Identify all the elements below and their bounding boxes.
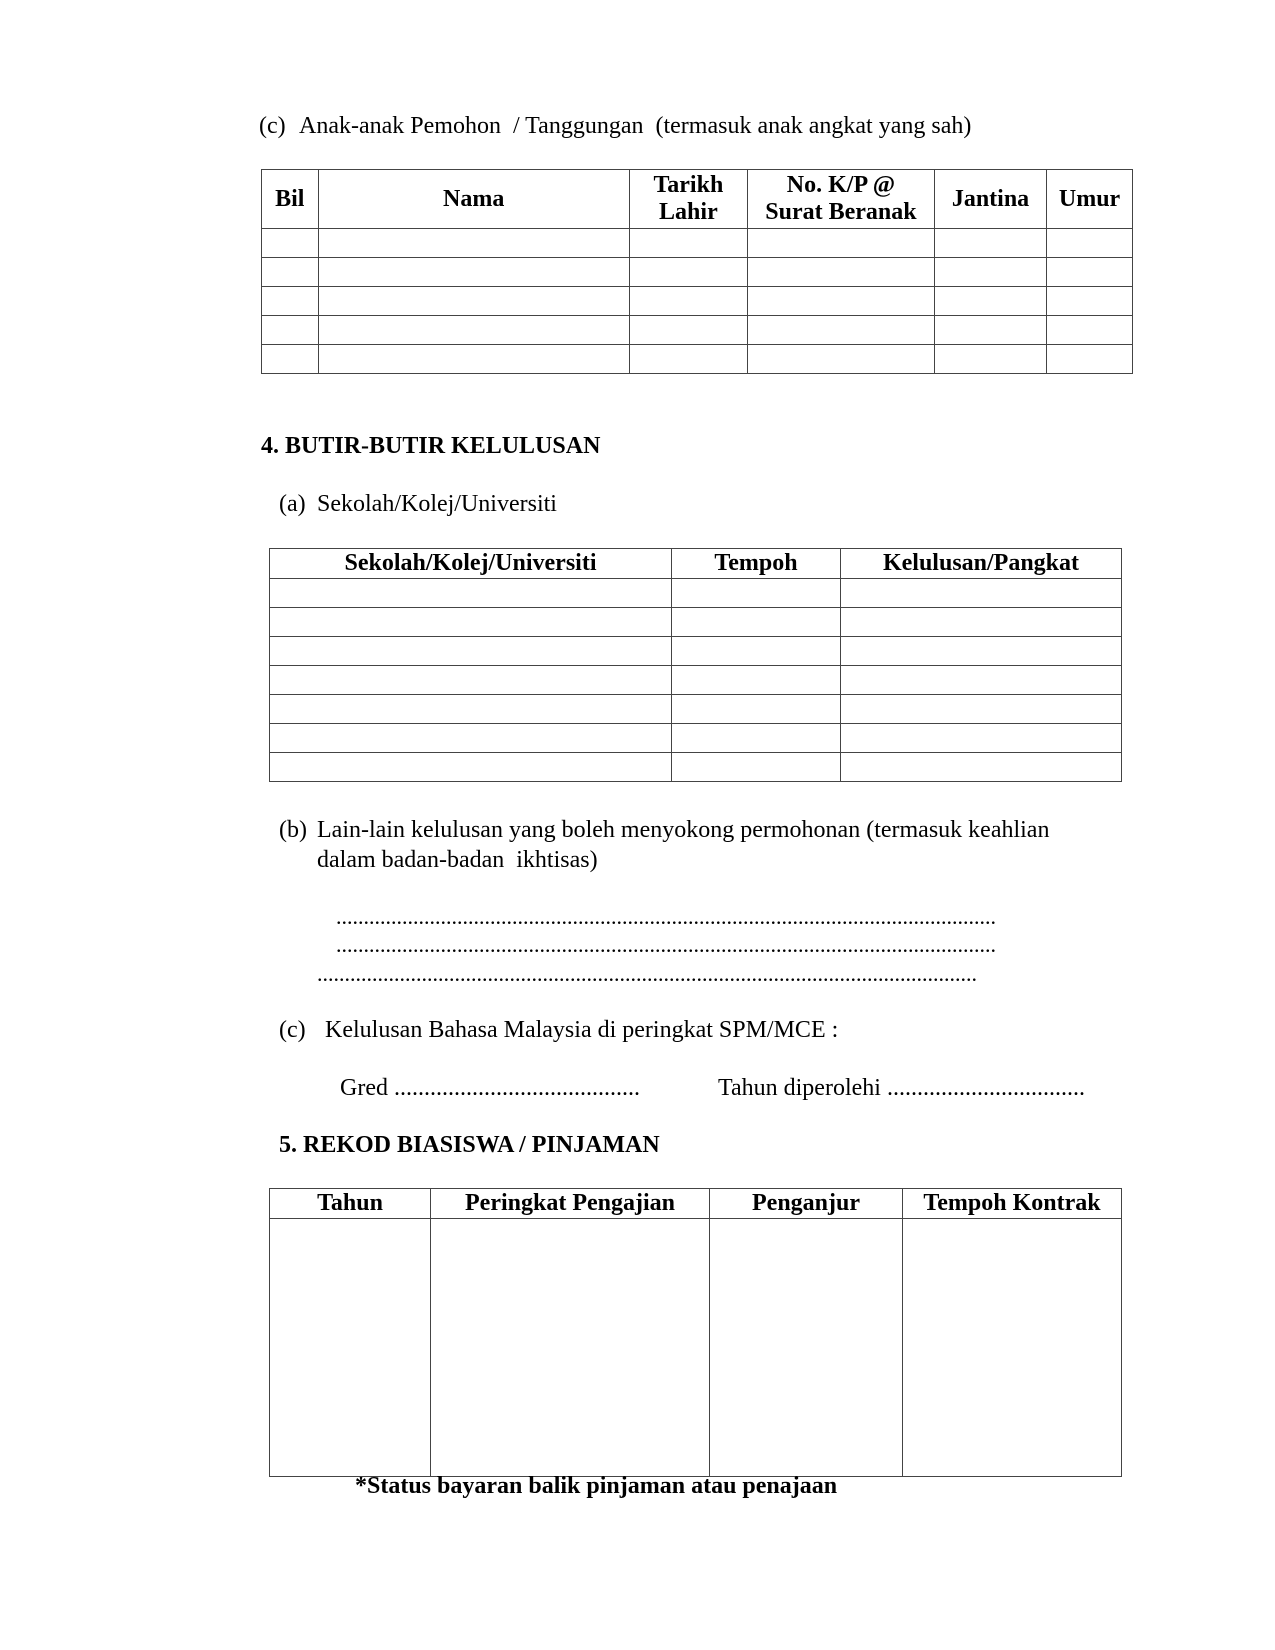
repayment-status-note: *Status bayaran balik pinjaman atau penajaan xyxy=(355,1473,838,1499)
table-cell[interactable] xyxy=(270,724,672,753)
section-5-heading: 5. REKOD BIASISWA / PINJAMAN xyxy=(279,1132,660,1158)
table-cell[interactable] xyxy=(748,258,935,287)
table-cell[interactable] xyxy=(672,579,841,608)
scholarship-table xyxy=(269,1188,1122,1477)
section-3c-title: Anak-anak Pemohon / Tanggungan (termasuk anak angkat yang sah) xyxy=(299,113,972,139)
table-cell[interactable] xyxy=(748,345,935,374)
col-header-tahun: Tahun xyxy=(270,1189,431,1219)
table-cell[interactable] xyxy=(934,287,1046,316)
table-row xyxy=(262,345,1133,374)
dotted-answer-line-3[interactable]: ........................................................................................................................ xyxy=(317,961,977,986)
col-header-peringkat: Peringkat Pengajian xyxy=(431,1189,710,1219)
table-cell[interactable] xyxy=(841,579,1122,608)
table-cell[interactable] xyxy=(748,287,935,316)
year-obtained-field[interactable]: Tahun diperolehi ................................. xyxy=(718,1075,1085,1101)
table-row xyxy=(262,258,1133,287)
table-cell[interactable] xyxy=(672,666,841,695)
col-header-tempoh-kontrak: Tempoh Kontrak xyxy=(903,1189,1122,1219)
table-cell[interactable] xyxy=(841,753,1122,782)
table-cell[interactable] xyxy=(748,229,935,258)
table-cell[interactable] xyxy=(270,637,672,666)
table-cell[interactable] xyxy=(748,316,935,345)
table-cell[interactable] xyxy=(1047,287,1133,316)
table-cell[interactable] xyxy=(270,666,672,695)
table-cell[interactable] xyxy=(318,345,629,374)
table-cell[interactable] xyxy=(270,579,672,608)
table-cell[interactable] xyxy=(672,637,841,666)
table-cell[interactable] xyxy=(262,229,319,258)
table-cell[interactable] xyxy=(934,258,1046,287)
table-cell[interactable] xyxy=(672,753,841,782)
table-cell[interactable] xyxy=(318,316,629,345)
table-cell[interactable] xyxy=(841,637,1122,666)
table-cell[interactable] xyxy=(270,608,672,637)
dotted-answer-line-1[interactable]: ........................................................................................................................ xyxy=(336,904,996,929)
table-cell[interactable] xyxy=(629,316,747,345)
table-cell[interactable] xyxy=(672,724,841,753)
section-4-heading: 4. BUTIR-BUTIR KELULUSAN xyxy=(261,433,601,459)
section-4b-line2: dalam badan-badan ikhtisas) xyxy=(317,847,598,873)
table-header-row xyxy=(262,170,1133,229)
col-header-umur: Umur xyxy=(1047,170,1133,229)
section-3c-label: (c) xyxy=(259,113,286,139)
table-cell[interactable] xyxy=(934,316,1046,345)
col-header-nama: Nama xyxy=(318,170,629,229)
section-4b-label: (b) xyxy=(279,817,307,843)
table-cell[interactable] xyxy=(841,666,1122,695)
table-cell[interactable] xyxy=(262,345,319,374)
children-table xyxy=(261,169,1133,374)
schools-table xyxy=(269,548,1122,782)
table-cell[interactable] xyxy=(1047,258,1133,287)
col-header-bil: Bil xyxy=(262,170,319,229)
table-cell[interactable] xyxy=(1047,229,1133,258)
table-header-row xyxy=(270,1189,1122,1219)
table-cell[interactable] xyxy=(1047,345,1133,374)
table-cell[interactable] xyxy=(318,287,629,316)
table-cell[interactable] xyxy=(841,695,1122,724)
table-cell[interactable] xyxy=(270,1219,431,1477)
table-row xyxy=(270,753,1122,782)
table-cell[interactable] xyxy=(262,258,319,287)
section-4a-title: Sekolah/Kolej/Universiti xyxy=(317,491,557,517)
table-row xyxy=(262,229,1133,258)
dotted-answer-line-2[interactable]: ........................................................................................................................ xyxy=(336,932,996,957)
table-cell[interactable] xyxy=(629,345,747,374)
table-row xyxy=(270,608,1122,637)
table-cell[interactable] xyxy=(672,608,841,637)
table-cell[interactable] xyxy=(629,229,747,258)
table-cell[interactable] xyxy=(934,229,1046,258)
grade-field[interactable]: Gred ......................................... xyxy=(340,1075,640,1101)
col-header-penganjur: Penganjur xyxy=(710,1189,903,1219)
table-cell[interactable] xyxy=(318,229,629,258)
table-row xyxy=(270,1219,1122,1477)
table-cell[interactable] xyxy=(841,724,1122,753)
table-cell[interactable] xyxy=(841,608,1122,637)
table-row xyxy=(270,637,1122,666)
table-cell[interactable] xyxy=(903,1219,1122,1477)
table-row xyxy=(270,666,1122,695)
col-header-no-kp: No. K/P @ Surat Beranak xyxy=(748,170,935,229)
col-header-tempoh: Tempoh xyxy=(672,549,841,579)
table-cell[interactable] xyxy=(629,258,747,287)
section-4a-label: (a) xyxy=(279,491,306,517)
table-cell[interactable] xyxy=(1047,316,1133,345)
table-row xyxy=(270,695,1122,724)
table-cell[interactable] xyxy=(270,695,672,724)
section-4c-label: (c) xyxy=(279,1017,306,1043)
table-cell[interactable] xyxy=(629,287,747,316)
table-cell[interactable] xyxy=(934,345,1046,374)
table-row xyxy=(270,724,1122,753)
table-row xyxy=(262,316,1133,345)
section-4c-title: Kelulusan Bahasa Malaysia di peringkat SPM/MCE : xyxy=(325,1017,839,1043)
table-cell[interactable] xyxy=(262,316,319,345)
table-cell[interactable] xyxy=(262,287,319,316)
col-header-jantina: Jantina xyxy=(934,170,1046,229)
section-4b-line1: Lain-lain kelulusan yang boleh menyokong permohonan (termasuk keahlian xyxy=(317,817,1050,843)
table-row xyxy=(262,287,1133,316)
table-cell[interactable] xyxy=(270,753,672,782)
table-row xyxy=(270,579,1122,608)
col-header-institution: Sekolah/Kolej/Universiti xyxy=(270,549,672,579)
table-cell[interactable] xyxy=(431,1219,710,1477)
table-header-row xyxy=(270,549,1122,579)
table-cell[interactable] xyxy=(318,258,629,287)
col-header-tarikh-lahir: Tarikh Lahir xyxy=(629,170,747,229)
col-header-kelulusan: Kelulusan/Pangkat xyxy=(841,549,1122,579)
table-cell[interactable] xyxy=(710,1219,903,1477)
table-cell[interactable] xyxy=(672,695,841,724)
